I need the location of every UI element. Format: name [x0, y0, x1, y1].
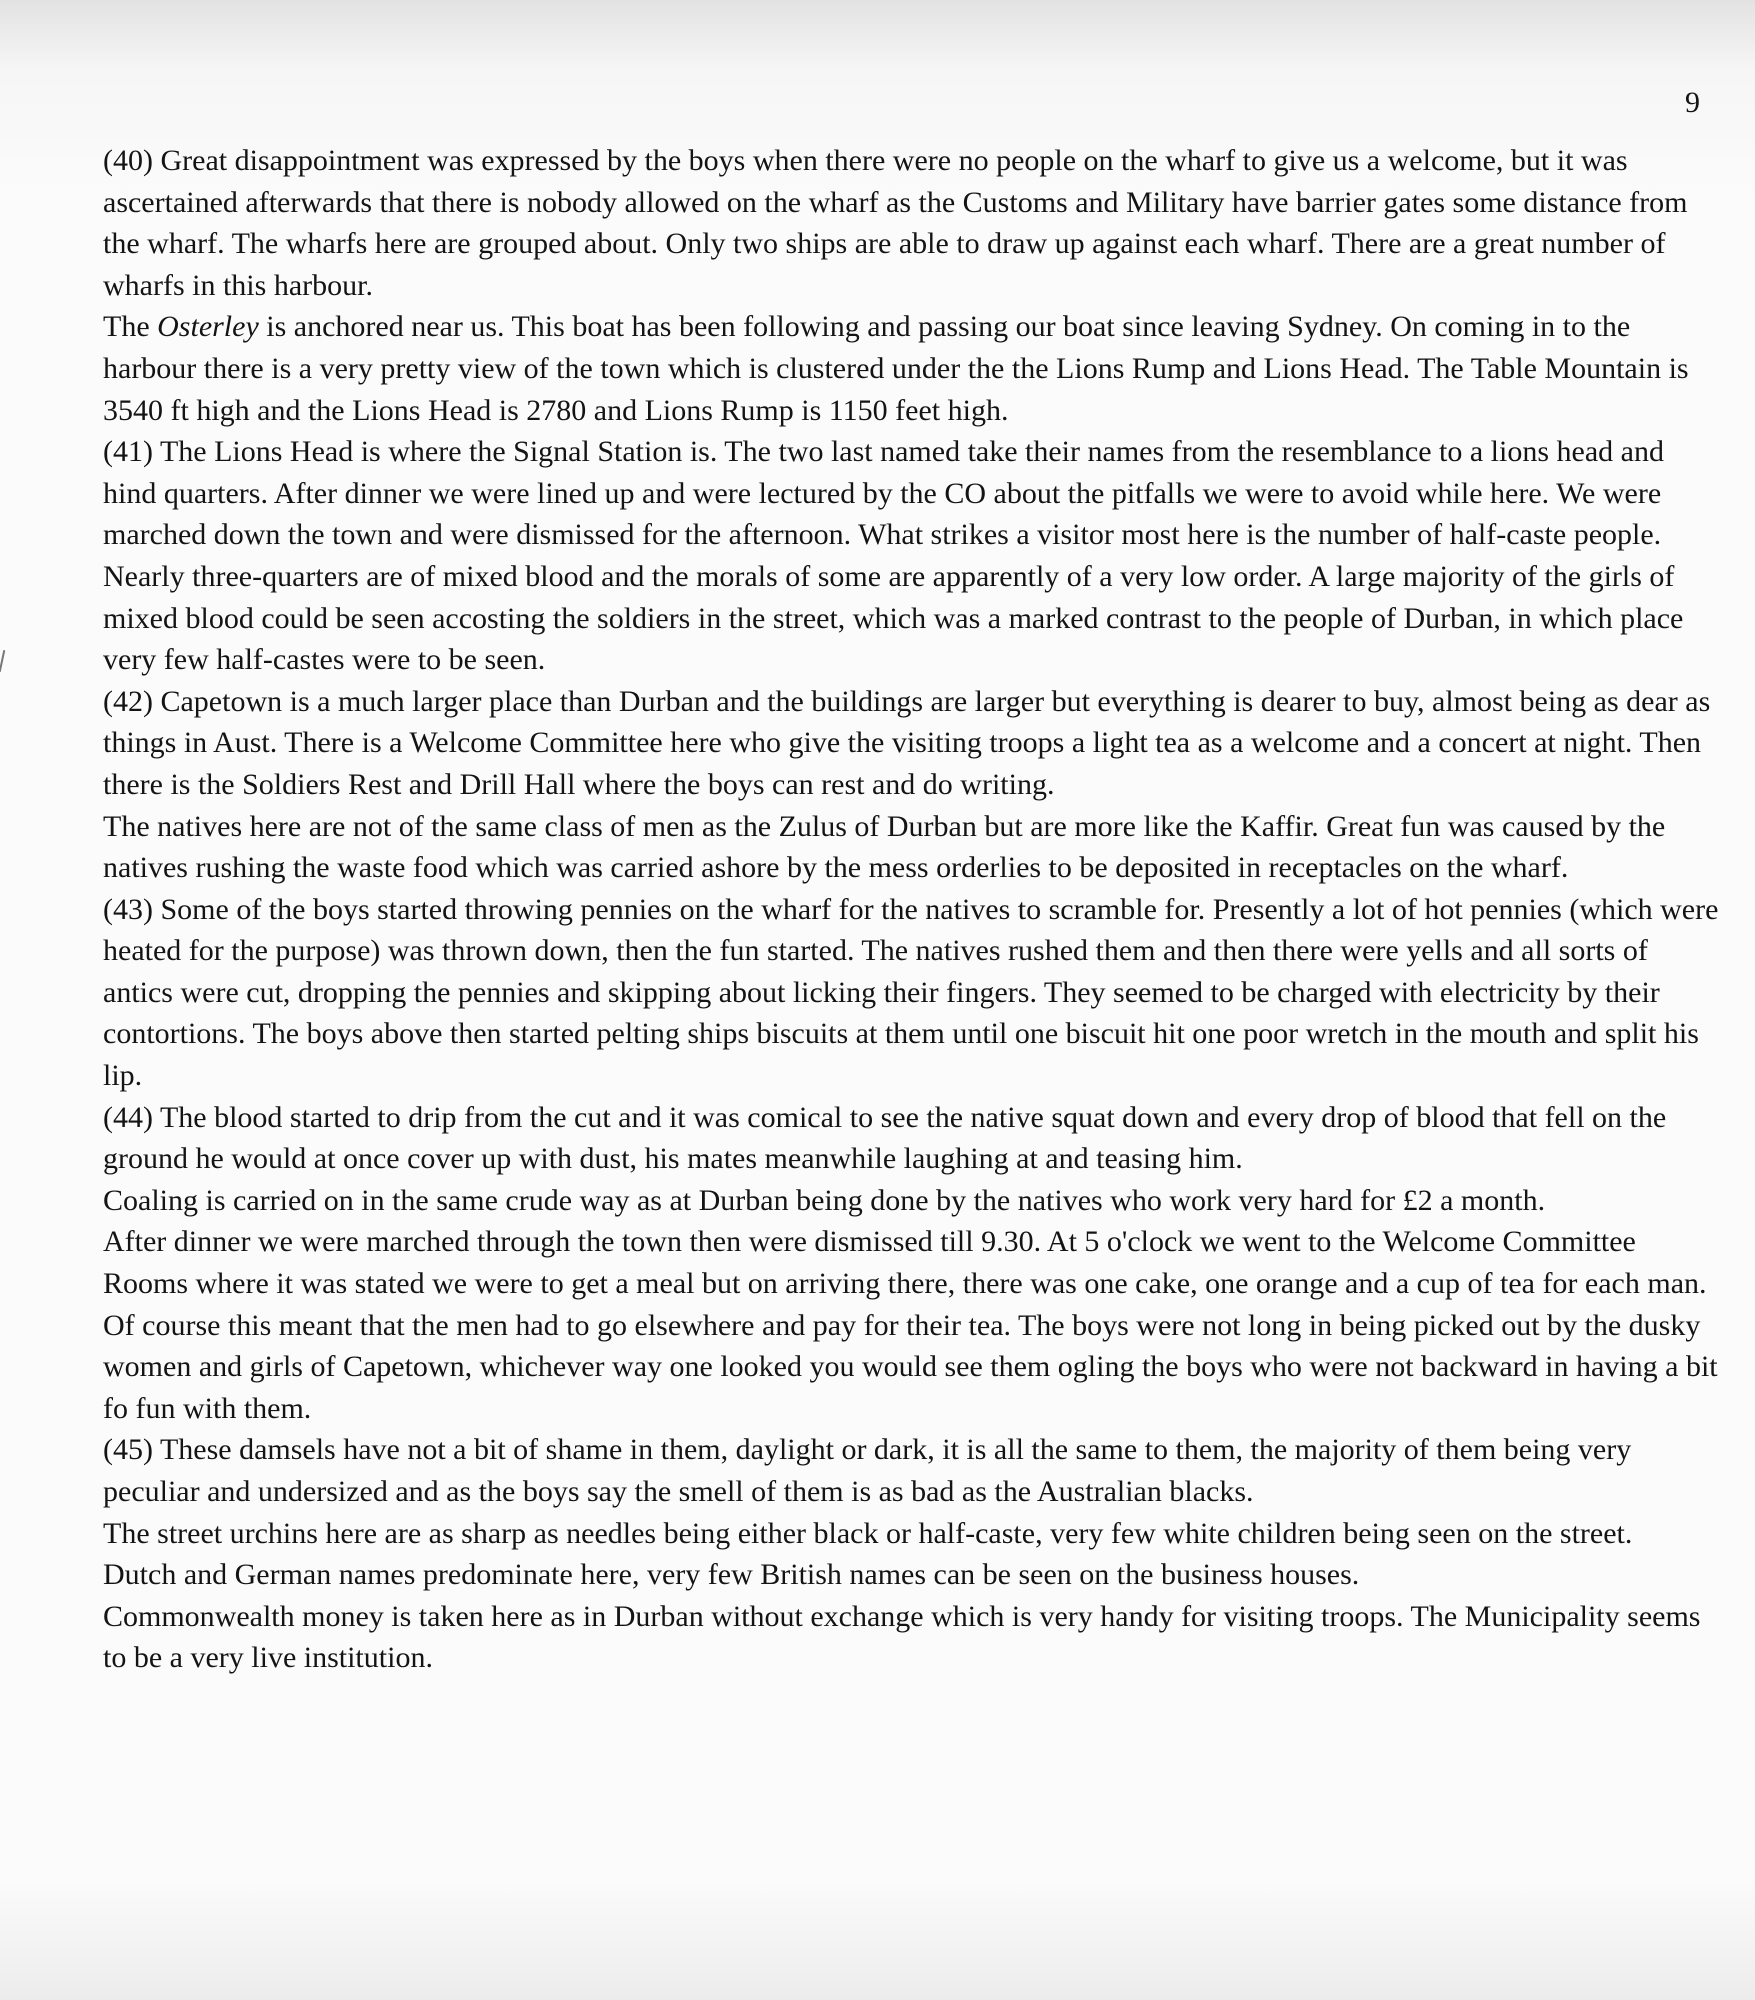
paragraph-names: Dutch and German names predominate here, very few British names can be seen on the business houses.: [103, 1558, 1360, 1592]
paragraph-money: Commonwealth money is taken here as in Durban without exchange which is very handy for visiting troops. The Municipality seems to be a very live institution.: [103, 1599, 1701, 1675]
document-body: [103, 140, 1723, 1679]
paragraph-41: (41) The Lions Head is where the Signal Station is. The two last named take their names from the resemblance to a lions head and hind quarters. After dinner we were lined up and were lectured by the CO about the pitfalls we were to avoid while here. We were marched down the town and were dismissed for the afternoon. What strikes a visitor most here is the number of half-caste people. Nearly three-quarters are of mixed blood and the morals of some are apparently of a very low order. A large majority of the girls of mixed blood could be seen accosting the soldiers in the street, which was a marked contrast to the people of Durban, in which place very few half-castes were to be seen.: [103, 435, 1684, 677]
paragraph-40: (40) Great disappointment was expressed by the boys when there were no people on the wharf to give us a welcome, but it was ascertained afterwards that there is nobody allowed on the wharf as the Customs and Military have barrier gates some distance from the wharf. The wharfs here are grouped about. Only two ships are able to draw up against each wharf. There are a great number of wharfs in this harbour.: [103, 144, 1688, 302]
paragraph-natives: The natives here are not of the same class of men as the Zulus of Durban but are more like the Kaffir. Great fun was caused by the natives rushing the waste food which was carried ashore by the mess orderlies to be deposited in receptacles on the wharf.: [103, 809, 1666, 885]
ship-name: Osterley: [157, 310, 259, 344]
paragraph-42: (42) Capetown is a much larger place than Durban and the buildings are larger but everything is dearer to buy, almost being as dear as things in Aust. There is a Welcome Committee here who give the visiting troops a light tea as a welcome and a concert at night. Then there is the Soldiers Rest and Drill Hall where the boys can rest and do writing.: [103, 684, 1711, 801]
paragraph-45: (45) These damsels have not a bit of shame in them, daylight or dark, it is all the same to them, the majority of them being very peculiar and undersized and as the boys say the smell of them is as bad as the Australian blacks.: [103, 1433, 1632, 1508]
paragraph-44: (44) The blood started to drip from the cut and it was comical to see the native squat down and every drop of blood that fell on the ground he would at once cover up with dust, his mates meanwhile laughing at and teasing him.: [103, 1100, 1667, 1176]
paragraph-coaling: Coaling is carried on in the same crude way as at Durban being done by the natives who work very hard for £2 a month.: [103, 1183, 1546, 1217]
margin-mark: [0, 650, 5, 672]
paragraph-osterley: [103, 306, 1723, 431]
paragraph-text-start: The: [103, 310, 158, 344]
page-number: 9: [1685, 86, 1700, 119]
paragraph-after-dinner: After dinner we were marched through the town then were dismissed till 9.30. At 5 o'clock we went to the Welcome Committee Rooms where it was stated we were to get a meal but on arriving there, there was one cake, one orange and a cup of tea for each man. Of course this meant that the men had to go elsewhere and pay for their tea. The boys were not long in being picked out by the dusky women and girls of Capetown, whichever way one looked you would see them ogling the boys who were not backward in having a bit fo fun with them.: [103, 1225, 1718, 1425]
paragraph-text-rest: is anchored near us. This boat has been following and passing our boat since leaving Sydney. On coming in to the harbour there is a very pretty view of the town which is clustered under the the Lions Rump and Lions Head. The Table Mountain is 3540 ft high and the Lions Head is 2780 and Lions Rump is 1150 feet high.: [103, 310, 1689, 427]
paragraph-street-urchins: The street urchins here are as sharp as needles being either black or half-caste, very few white children being seen on the street.: [103, 1516, 1633, 1550]
paragraph-43: (43) Some of the boys started throwing pennies on the wharf for the natives to scramble for. Presently a lot of hot pennies (which were heated for the purpose) was thrown down, then the fun started. The natives rushed them and then there were yells and all sorts of antics were cut, dropping the pennies and skipping about licking their fingers. They seemed to be charged with electricity by their contortions. The boys above then started pelting ships biscuits at them until one biscuit hit one poor wretch in the mouth and split his lip.: [103, 892, 1719, 1093]
